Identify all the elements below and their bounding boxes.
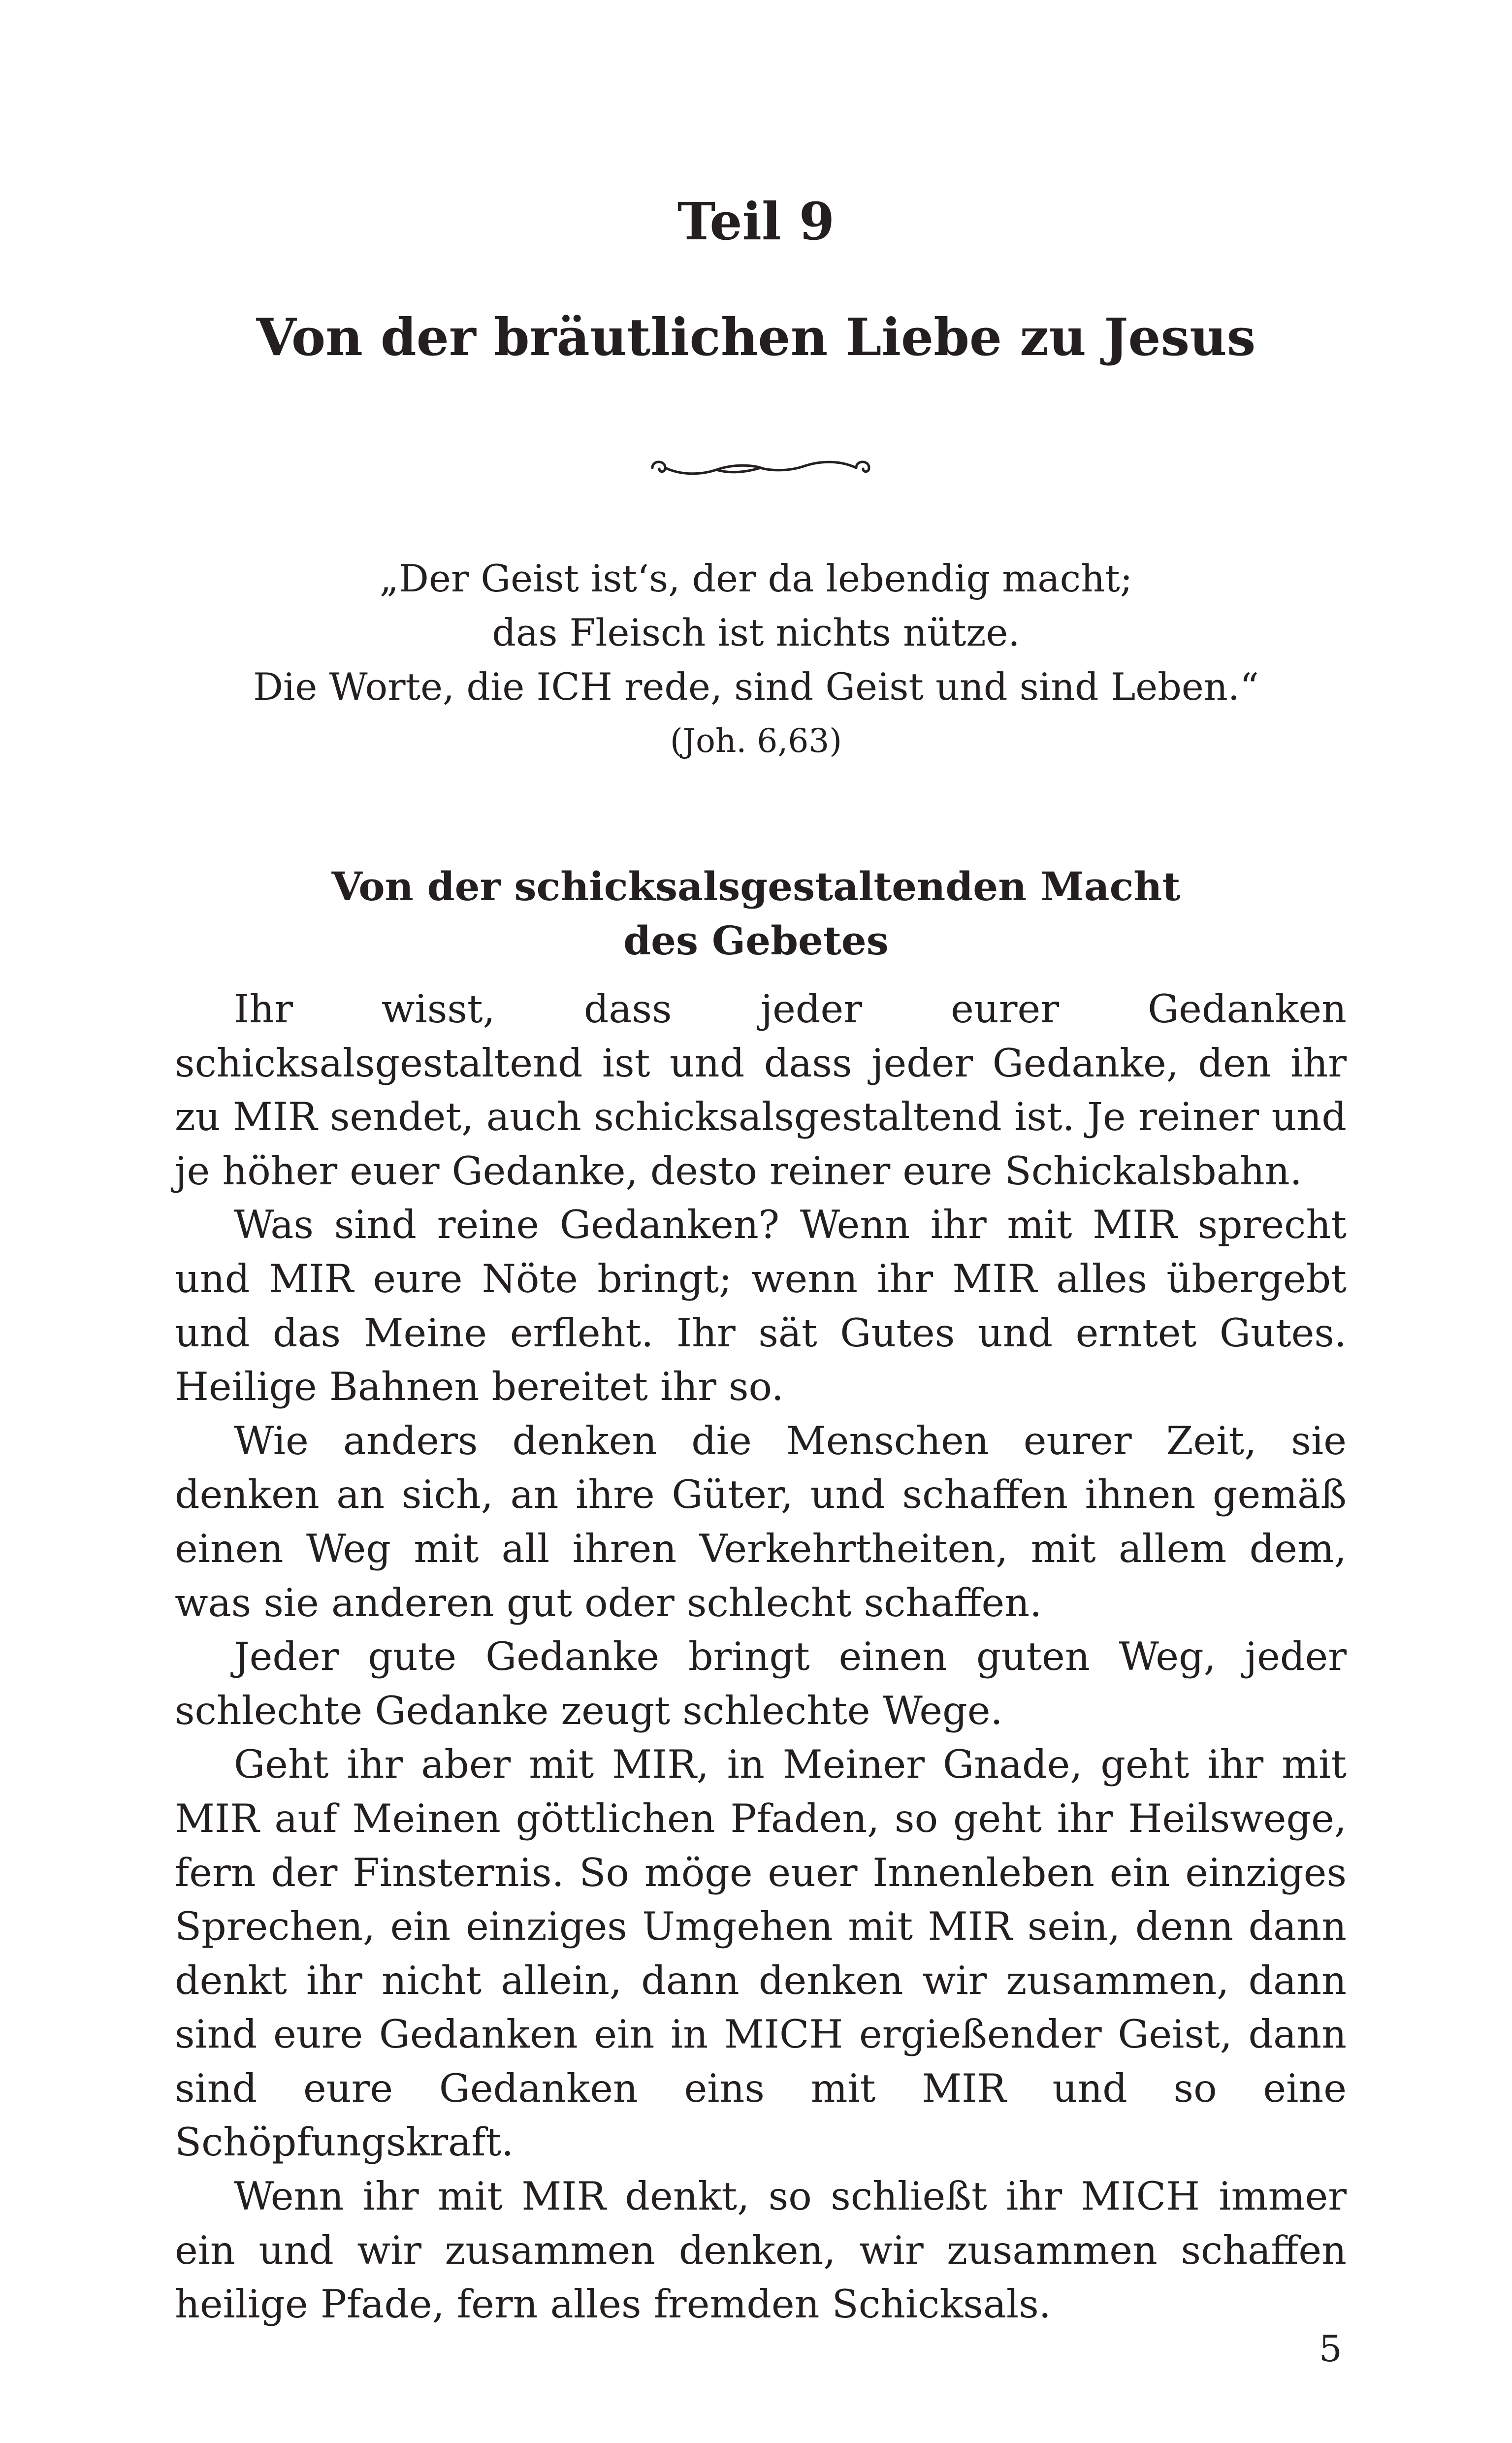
paragraph: Wenn ihr mit MIR denkt, so schließt ihr MICH immer ein und wir zusammen denken, wir zusammen schaffen heilige Pfade, fern alles fremden Schicksals. (175, 2174, 1347, 2327)
quote-line: Die Worte, die ICH rede, sind Geist und sind Leben.“ (253, 665, 1259, 709)
chapter-title: Von der bräutlichen Liebe zu Jesus (256, 307, 1256, 367)
paragraph: Jeder gute Gedanke bringt einen guten Weg, jeder schlechte Gedanke zeugt schlechte Wege. (175, 1634, 1347, 1733)
section-heading (0, 859, 1512, 968)
section-heading-line: des Gebetes (623, 917, 889, 964)
paragraph: Wie anders denken die Menschen eurer Zeit, sie denken an sich, an ihre Güter, und schaffen ihnen gemäß einen Weg mit all ihren Verkehrtheiten, mit allem dem, was sie anderen gut oder schlecht schaffen. (175, 1418, 1347, 1626)
paragraph: Ihr wisst, dass jeder eurer Gedanken schicksalsgestaltend ist und dass jeder Gedanke, den ihr zu MIR sendet, auch schicksalsgestaltend ist. Je reiner und je höher euer Gedanke, desto reiner eure Schickalsbahn. (175, 986, 1347, 1194)
page-number: 5 (1319, 2328, 1342, 2370)
paragraph: Geht ihr aber mit MIR, in Meiner Gnade, geht ihr mit MIR auf Meinen göttlichen Pfaden, so geht ihr Heilswege, fern der Finsternis. So möge euer Innenleben ein einziges Sprechen, ein einziges Umgehen mit MIR sein, denn dann denkt ihr nicht allein, dann denken wir zusammen, dann sind eure Gedanken ein in MICH ergießender Geist, dann sind eure Gedanken eins mit MIR und so eine Schöpfungskraft. (175, 1742, 1347, 2165)
paragraph: Was sind reine Gedanken? Wenn ihr mit MIR sprecht und MIR eure Nöte bringt; wenn ihr MIR alles übergebt und das Meine erfleht. Ihr sät Gutes und erntet Gutes. Heilige Bahnen bereitet ihr so. (175, 1202, 1347, 1410)
section-heading-line: Von der schicksalsgestaltenden Macht (331, 863, 1181, 910)
part-title: Teil 9 (677, 191, 835, 252)
flourish-divider-icon (643, 453, 879, 483)
quote-line: „Der Geist ist‘s, der da lebendig macht; (379, 556, 1133, 600)
epigraph-quote (0, 552, 1512, 768)
quote-line: das Fleisch ist nichts nütze. (492, 611, 1020, 654)
quote-reference: (Joh. 6,63) (670, 722, 842, 760)
body-text (175, 982, 1347, 2332)
